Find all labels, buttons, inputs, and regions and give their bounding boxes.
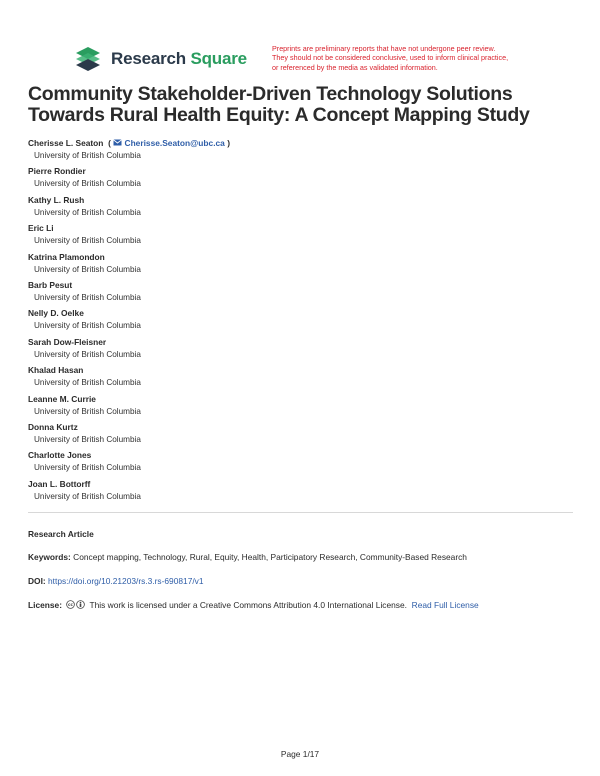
- article-type-label: Research Article: [28, 529, 94, 539]
- license-text: This work is licensed under a Creative Commons Attribution 4.0 International License.: [89, 600, 407, 610]
- disclaimer-line: Preprints are preliminary reports that have not undergone peer review.: [272, 44, 496, 53]
- author-entry: [28, 308, 568, 336]
- author-name: Joan L. Bottorff: [28, 478, 91, 489]
- author-affiliation: University of British Columbia: [34, 491, 141, 501]
- article-type: [28, 529, 94, 539]
- research-square-logo-icon: [74, 46, 102, 72]
- author-entry: [28, 195, 568, 223]
- author-entry: [28, 252, 568, 280]
- author-entry: [28, 365, 568, 393]
- svg-text:cc: cc: [68, 602, 74, 608]
- doi-label: DOI:: [28, 576, 46, 586]
- author-entry: [28, 450, 568, 478]
- paren-close: ): [227, 138, 230, 148]
- cc-icon: [66, 600, 75, 609]
- cc-icons: [66, 600, 85, 609]
- logo-word-square: Square: [190, 49, 247, 68]
- author-name-line: [28, 138, 568, 149]
- author-name: Leanne M. Currie: [28, 393, 96, 404]
- author-name: Barb Pesut: [28, 279, 73, 290]
- logo-wordmark: [111, 49, 247, 69]
- author-name: Cherisse L. Seaton: [28, 138, 104, 148]
- author-entry: [28, 280, 568, 308]
- author-affiliation: University of British Columbia: [34, 151, 141, 160]
- author-affiliation: University of British Columbia: [34, 321, 141, 331]
- email-icon: [113, 139, 122, 146]
- author-entry: [28, 394, 568, 422]
- author-name: Khalad Hasan: [28, 365, 84, 376]
- keywords-label: Keywords:: [28, 552, 71, 562]
- author-entry: [28, 422, 568, 450]
- author-entry: [28, 479, 568, 507]
- author-list: [28, 138, 568, 507]
- author-affiliation: University of British Columbia: [34, 378, 141, 388]
- author-affiliation: University of British Columbia: [34, 207, 141, 217]
- author-name: Eric Li: [28, 223, 54, 234]
- author-name: Nelly D. Oelke: [28, 308, 84, 319]
- doi-link[interactable]: https://doi.org/10.21203/rs.3.rs-690817/v1: [48, 576, 204, 586]
- attribution-icon: [76, 600, 85, 609]
- author-affiliation: University of British Columbia: [34, 179, 141, 189]
- author-email-link[interactable]: Cherisse.Seaton@ubc.ca: [124, 138, 225, 148]
- author-name: Pierre Rondier: [28, 166, 86, 177]
- author-name: Sarah Dow-Fleisner: [28, 336, 107, 347]
- paper-title: Community Stakeholder-Driven Technology Solutions Towards Rural Health Equity: A Concept Mapping Study: [28, 83, 530, 126]
- page-number: Page 1/17: [280, 749, 320, 759]
- author-entry: [28, 138, 568, 166]
- preprint-disclaimer: [272, 44, 552, 72]
- paren-open: (: [108, 138, 111, 148]
- author-affiliation: University of British Columbia: [34, 264, 141, 274]
- author-affiliation: University of British Columbia: [34, 236, 141, 246]
- author-affiliation: University of British Columbia: [34, 292, 141, 302]
- author-entry: [28, 337, 568, 365]
- author-entry: [28, 166, 568, 194]
- author-name: Donna Kurtz: [28, 421, 78, 432]
- author-name: Charlotte Jones: [28, 450, 92, 461]
- author-affiliation: University of British Columbia: [34, 463, 141, 473]
- author-entry: [28, 223, 568, 251]
- author-affiliation: University of British Columbia: [34, 349, 141, 359]
- research-square-logo[interactable]: [74, 46, 247, 72]
- disclaimer-line: or referenced by the media as validated information.: [272, 62, 438, 72]
- doi-line: [28, 576, 204, 586]
- author-name: Katrina Plamondon: [28, 251, 105, 262]
- author-affiliation: University of British Columbia: [34, 434, 141, 444]
- keywords-value: Concept mapping, Technology, Rural, Equity, Health, Participatory Research, Community-Based Research: [73, 552, 467, 562]
- license-line: [28, 600, 479, 610]
- disclaimer-line: They should not be considered conclusive, used to inform clinical practice,: [272, 53, 509, 63]
- license-label: License:: [28, 600, 62, 610]
- read-full-license-link[interactable]: Read Full License: [411, 600, 479, 610]
- author-affiliation: University of British Columbia: [34, 406, 141, 416]
- author-name: Kathy L. Rush: [28, 194, 85, 205]
- keywords-line: [28, 552, 467, 562]
- section-divider: [28, 512, 573, 513]
- logo-word-research: Research: [111, 49, 186, 68]
